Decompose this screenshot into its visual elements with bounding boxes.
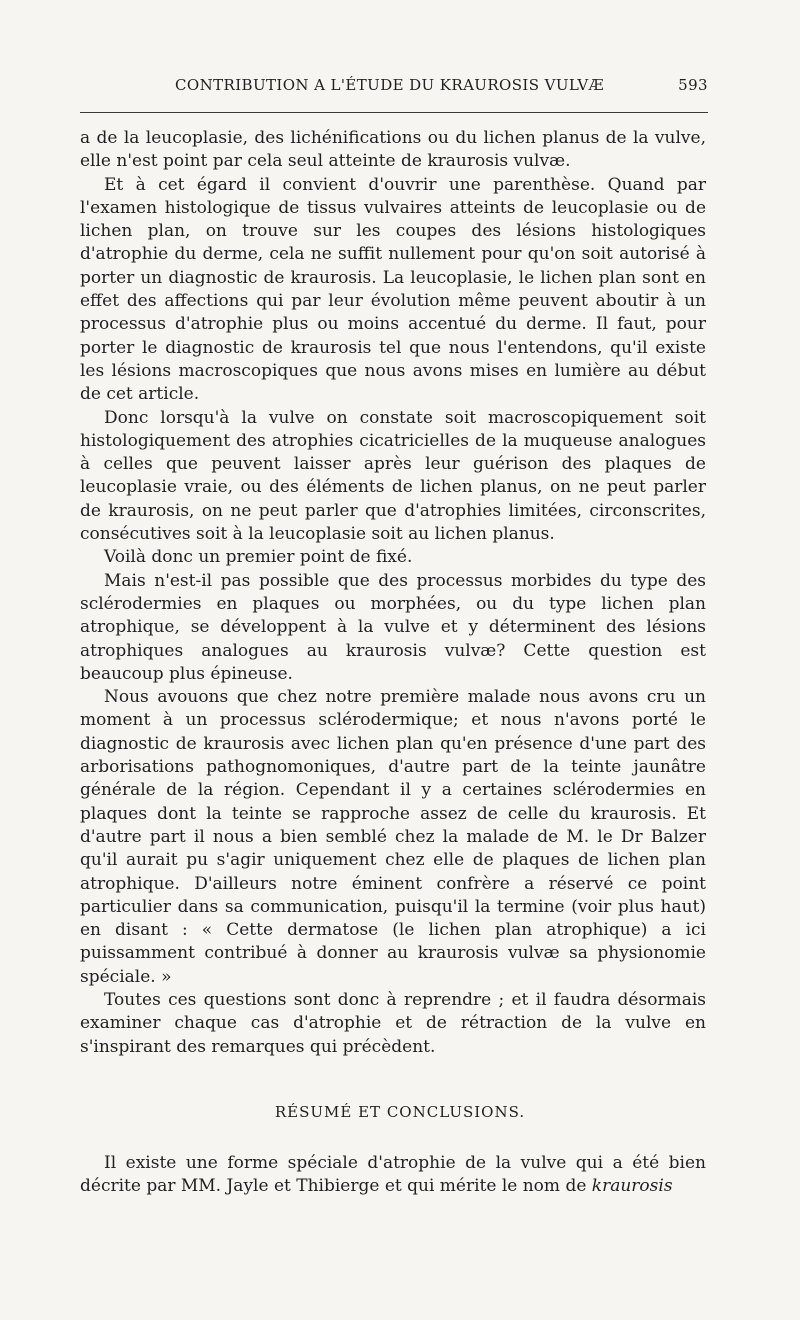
paragraph-6: Nous avouons que chez notre première malade nous avons cru un moment à un processus sclérodermique; et nous n'avons porté le diagnostic de kraurosis avec lichen plan qu'en présence d'une part des arborisations pathognomoniques, d'autre part de la teinte jaunâtre générale de la région. Cependant il y a certaines sclérodermies en plaques dont la teinte se rapproche assez de celle du kraurosis. Et d'autre part il nous a bien semblé chez la malade de M. le Dr Balzer qu'il aurait pu s'agir uniquement chez elle de plaques de lichen plan atrophique. D'ailleurs notre éminent confrère a réservé ce point particulier dans sa communication, puisqu'il la termine (voir plus haut) en disant : « Cette dermatose (le lichen plan atrophique) a ici puissamment contribué à donner au kraurosis vulvæ sa physionomie spéciale. » — [80, 687, 706, 987]
paragraph-4: Voilà donc un premier point de fixé. — [104, 547, 413, 568]
italic-term: kraurosis — [591, 1176, 673, 1197]
running-head — [80, 76, 708, 98]
header-rule — [80, 112, 708, 113]
paragraph-7: Toutes ces questions sont donc à reprendre ; et il faudra désormais examiner chaque cas d'atrophie et de rétraction de la vulve en s'inspirant des remarques qui précèdent. — [80, 989, 706, 1057]
conclusion-text: Il existe une forme spéciale d'atrophie de la vulve qui a été bien décrite par MM. Jayle et Thibierge et qui mérite le nom de — [80, 1153, 706, 1197]
page-number: 593 — [678, 76, 708, 94]
body-text — [80, 127, 706, 1059]
paragraph-2: Et à cet égard il convient d'ouvrir une parenthèse. Quand par l'examen histologique de tissus vulvaires atteints de leucoplasie ou de lichen plan, on trouve sur les coupes des lésions histologiques d'atrophie du derme, cela ne suffit nullement pour qu'on soit autorisé à porter un diagnostic de kraurosis. La leucoplasie, le lichen plan sont en effet des affections qui par leur évolution même peuvent aboutir à un processus d'atrophie plus ou moins accentué du derme. Il faut, pour porter le diagnostic de kraurosis tel que nous l'entendons, qu'il existe les lésions macroscopiques que nous avons mises en lumière au début de cet article. — [80, 174, 706, 405]
paragraph-5: Mais n'est-il pas possible que des processus morbides du type des sclérodermies en plaques ou morphées, ou du type lichen plan atrophique, se développent à la vulve et y déterminent des lésions atrophiques analogues au kraurosis vulvæ? Cette question est beaucoup plus épineuse. — [80, 570, 706, 684]
paragraph-1: a de la leucoplasie, des lichénifications ou du lichen planus de la vulve, elle n'est point par cela seul atteinte de kraurosis vulvæ. — [80, 128, 706, 172]
paragraph-3: Donc lorsqu'à la vulve on constate soit macroscopiquement soit histologiquement des atrophies cicatricielles de la muqueuse analogues à celles que peuvent laisser après leur guérison des plaques de leucoplasie vraie, ou des éléments de lichen planus, on ne peut parler de kraurosis, on ne peut parler que d'atrophies limitées, circonscrites, consécutives soit à la leucoplasie soit au lichen planus. — [80, 407, 706, 545]
section-heading: RÉSUMÉ ET CONCLUSIONS. — [274, 1103, 526, 1121]
running-title: CONTRIBUTION A L'ÉTUDE DU KRAUROSIS VULVÆ — [175, 76, 605, 94]
conclusion-paragraph — [80, 1152, 706, 1199]
